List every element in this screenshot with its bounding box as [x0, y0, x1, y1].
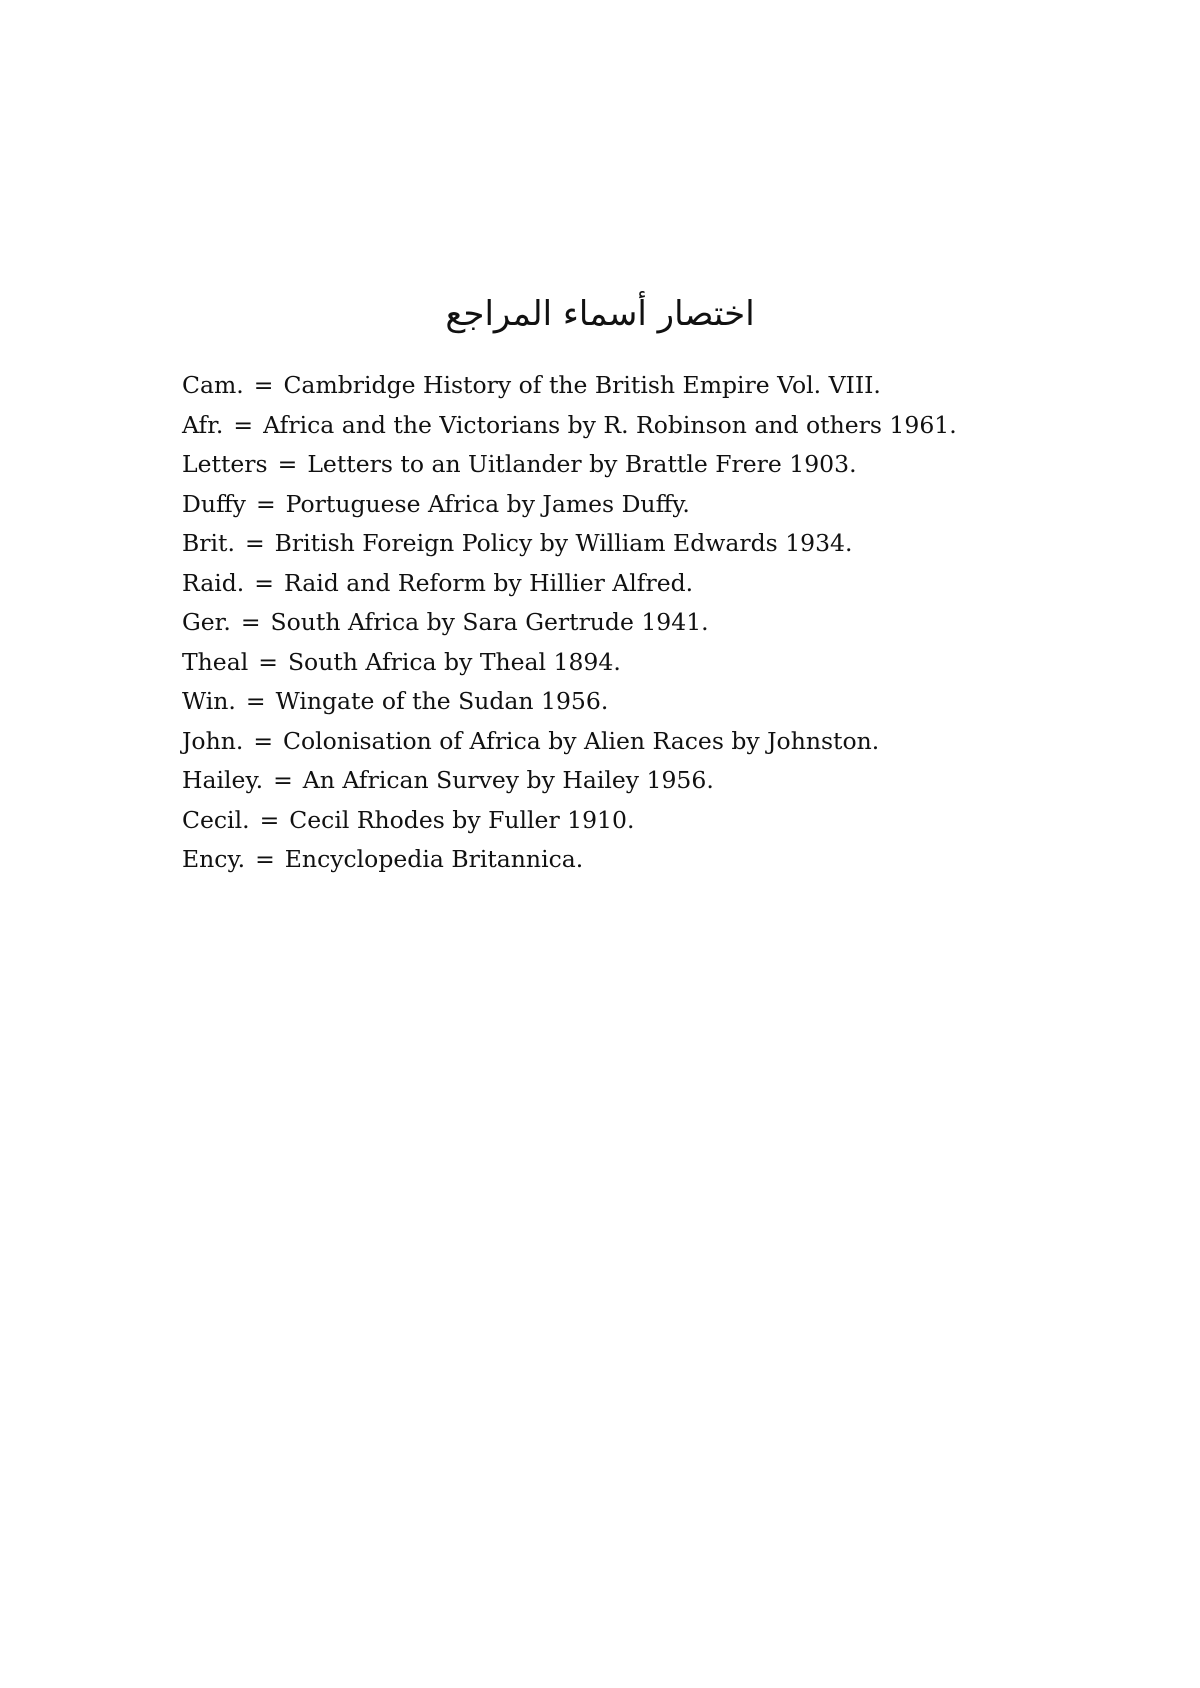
- list-item: [182, 722, 1002, 762]
- page-title: اختصار أسماء المراجع: [445, 294, 755, 334]
- abbreviation: Brit.: [182, 529, 235, 557]
- list-item: [182, 603, 1002, 643]
- full-reference: South Africa by Theal 1894.: [287, 647, 621, 676]
- list-item: [182, 564, 1002, 604]
- full-reference: An African Survey by Hailey 1956.: [302, 766, 714, 794]
- full-reference: Cambridge History of the British Empire Vol. VIII.: [283, 371, 881, 399]
- equals-sign: =: [244, 529, 265, 557]
- list-item: [182, 445, 1002, 485]
- abbreviation: Letters: [182, 450, 268, 478]
- list-item: [182, 366, 1002, 406]
- abbreviation: Ger.: [182, 608, 231, 636]
- list-item: [182, 643, 1002, 683]
- equals-sign: =: [240, 608, 261, 636]
- list-item: [182, 406, 1002, 446]
- abbreviation: Hailey.: [182, 766, 264, 794]
- full-reference: Encyclopedia Britannica.: [284, 845, 584, 873]
- abbreviation: Cecil.: [182, 805, 250, 834]
- equals-sign: =: [253, 371, 274, 399]
- abbreviation: Afr.: [182, 410, 224, 439]
- list-item: [182, 524, 1002, 564]
- full-reference: Colonisation of Africa by Alien Races by Johnston.: [283, 726, 880, 755]
- full-reference: British Foreign Policy by William Edwards 1934.: [274, 529, 853, 557]
- list-item: [182, 801, 1002, 841]
- abbreviation: Theal: [182, 647, 249, 676]
- full-reference: Raid and Reform by Hillier Alfred.: [283, 568, 694, 597]
- equals-sign: =: [277, 450, 298, 478]
- full-reference: South Africa by Sara Gertrude 1941.: [270, 608, 709, 636]
- abbreviation: Cam.: [182, 371, 244, 399]
- full-reference: Wingate of the Sudan 1956.: [275, 687, 609, 715]
- list-item: [182, 761, 1002, 801]
- full-reference: Portuguese Africa by James Duffy.: [285, 489, 690, 518]
- equals-sign: =: [233, 410, 254, 439]
- abbreviation: Duffy: [182, 489, 246, 518]
- list-item: [182, 485, 1002, 525]
- equals-sign: =: [258, 647, 278, 676]
- abbreviation: Ency.: [182, 845, 246, 873]
- full-reference: Letters to an Uitlander by Brattle Frere 1903.: [307, 450, 857, 478]
- abbreviation: Win.: [182, 687, 236, 715]
- full-reference: Cecil Rhodes by Fuller 1910.: [289, 805, 635, 834]
- abbreviation: Raid.: [182, 568, 245, 597]
- equals-sign: =: [259, 805, 280, 834]
- full-reference: Africa and the Victorians by R. Robinson and others 1961.: [263, 410, 957, 439]
- list-item: [182, 840, 1002, 880]
- equals-sign: =: [253, 726, 274, 755]
- equals-sign: =: [273, 766, 293, 794]
- equals-sign: =: [255, 489, 276, 518]
- list-item: [182, 682, 1002, 722]
- equals-sign: =: [255, 845, 275, 873]
- abbreviations-list: [182, 366, 1002, 880]
- equals-sign: =: [245, 687, 266, 715]
- equals-sign: =: [254, 568, 274, 597]
- abbreviation: John.: [182, 726, 244, 755]
